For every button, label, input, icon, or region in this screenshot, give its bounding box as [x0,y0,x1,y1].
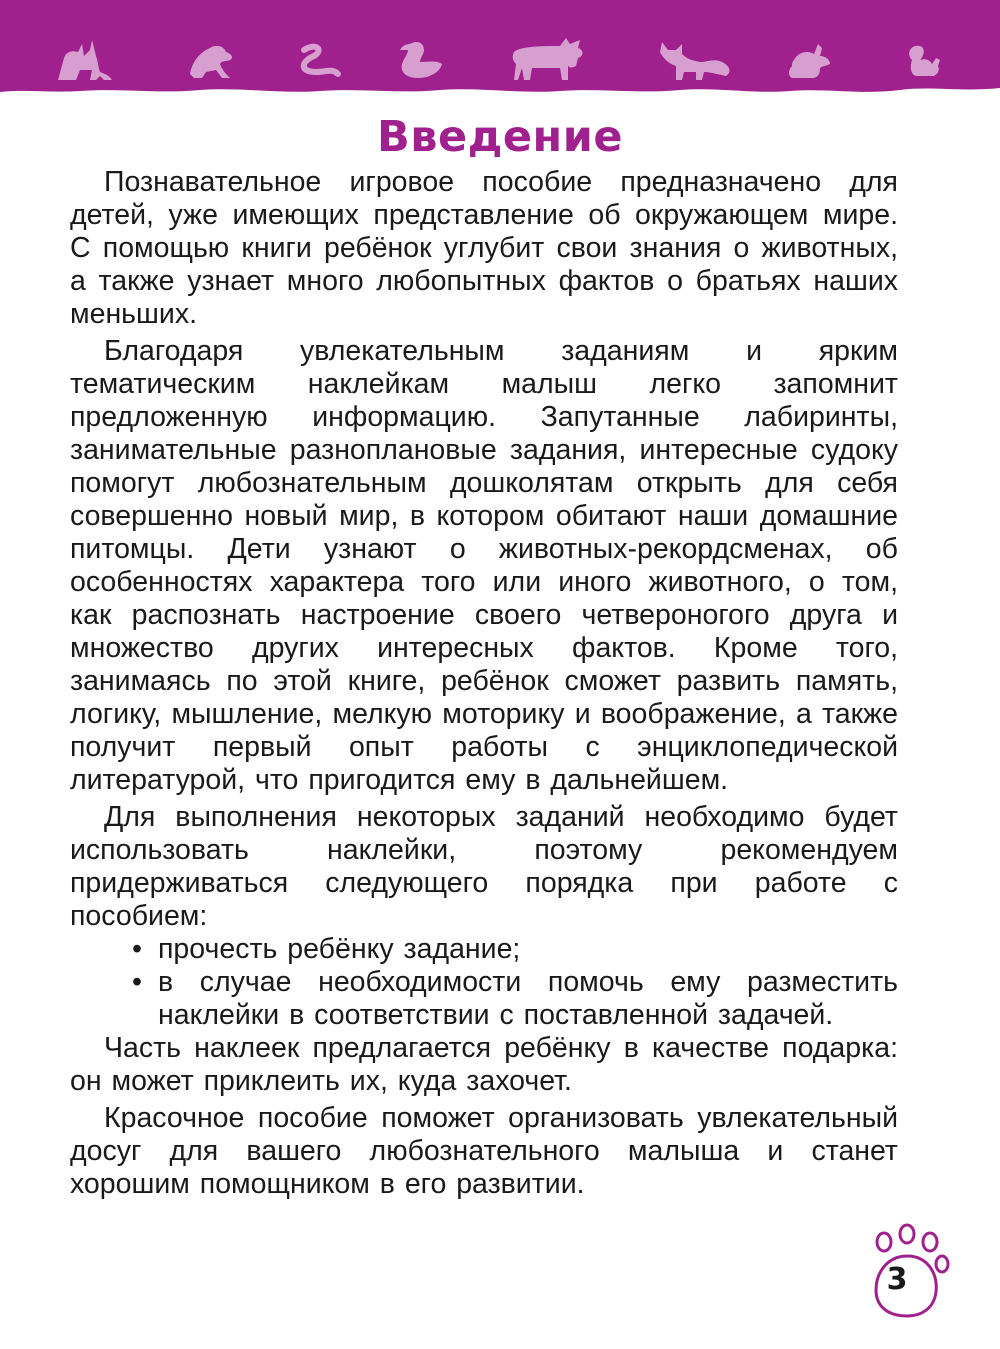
list-item-text: прочесть ребёнку задание; [158,933,521,965]
paragraph: Благодаря увлекательным заданиям и ярким тематическим наклейкам малыш легко запомнит предложенную информацию. Запутанные лабиринты, занимательные разноплановые задания, интересные судоку помогут любознательным дошколятам открыть для себя совершенно новый мир, в котором обитают наши домашние питомцы. Дети узнают о животных-рекордсменах, об особенностях характера того или иного животного, о том, как распознать настроение своего четвероногого друга и множество других интересных фактов. Кроме того, занимаясь по этой книге, ребёнок сможет развить память, логику, мышление, мелкую моторику и воображение, а также получит первый опыт работы с энциклопедической литературой, что пригодится ему в дальнейшем. [70,335,898,796]
list-item [132,966,898,1032]
paragraph: Познавательное игровое пособие предназначено для детей, уже имеющих представление об окружающем мире. С помощью книги ребёнок углубит свои знания о животных, а также узнает много любопытных фактов о братьях наших меньших. [70,166,898,330]
intro-text [70,166,898,1205]
list-item [132,933,898,966]
page-title: Введение [376,112,624,162]
bullet-icon: • [132,933,142,965]
list-item-text: в случае необходимости помочь ему разместить наклейки в соответствии с поставленной задачей. [158,966,898,1031]
instruction-list [70,933,898,1032]
paragraph: Красочное пособие поможет организовать увлекательный досуг для вашего любознательного малыша и станет хорошим помощником в его развитии. [70,1102,898,1200]
page-number: 3 [886,1262,908,1297]
paragraph: Часть наклеек предлагается ребёнку в качестве подарка: он может приклеить их, куда захочет. [70,1032,898,1097]
header-banner [0,0,1000,110]
bullet-icon: • [132,966,142,998]
paragraph: Для выполнения некоторых заданий необходимо будет использовать наклейки, поэтому рекомендуем придерживаться следующего порядка при работе с пособием: [70,801,898,932]
